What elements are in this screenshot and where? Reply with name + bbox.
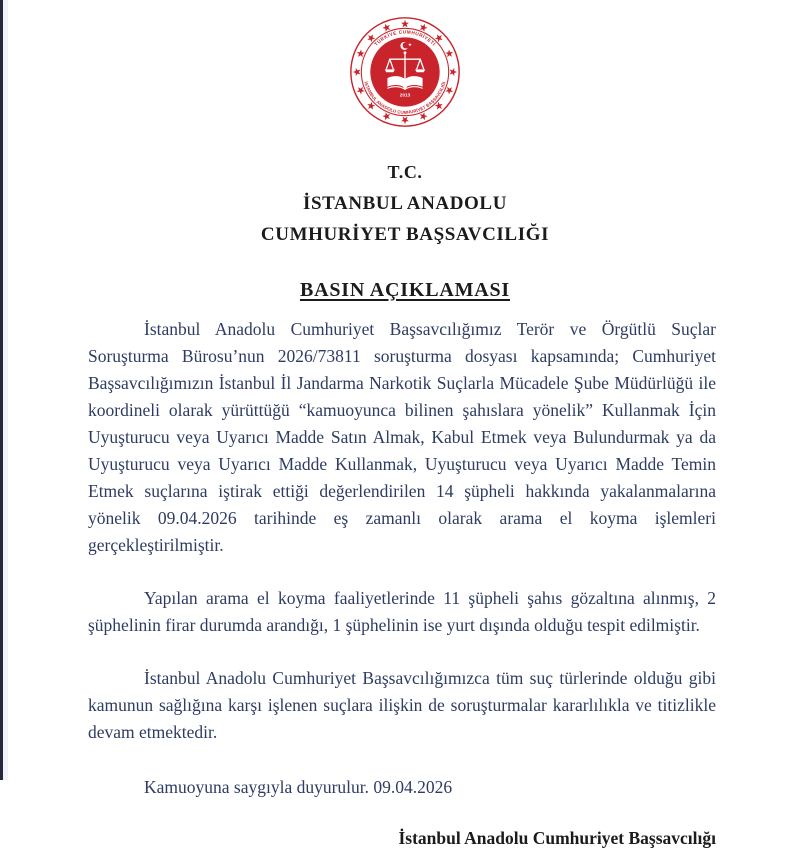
closing-line: Kamuoyuna saygıyla duyurulur. 09.04.2026 bbox=[144, 777, 453, 797]
signature: İstanbul Anadolu Cumhuriyet Başsavcılığı bbox=[398, 828, 716, 848]
emblem-year: 2013 bbox=[399, 93, 411, 99]
press-release-document bbox=[8, 0, 802, 848]
document-title bbox=[8, 279, 802, 302]
paragraph-commitment-statement: İstanbul Anadolu Cumhuriyet Başsavcılığımızca tüm suç türlerinde olduğu gibi kamunun sağlığına karşı işlenen suçlara ilişkin de soruşturmalar kararlılıkla ve titizlikle devam etmektedir. bbox=[88, 668, 716, 742]
emblem-bottom-text: İSTANBUL ANADOLU CUMHURİYET BAŞSAVCILIĞI bbox=[363, 81, 447, 115]
document-title-text: BASIN AÇIKLAMASI bbox=[299, 279, 511, 301]
letterhead bbox=[8, 157, 802, 250]
document-body bbox=[88, 316, 716, 852]
header-institution-line1: İSTANBUL ANADOLU bbox=[302, 193, 508, 214]
emblem-container bbox=[8, 15, 802, 129]
paragraph-operation-details: İstanbul Anadolu Cumhuriyet Başsavcılığımız Terör ve Örgütlü Suçlar Soruşturma Bürosu’nun 2026/73811 soruşturma dosyası kapsamında; Cumhuriyet Başsavcılığımızın İstanbul İl Jandarma Narkotik Suçlarla Mücadele Şube Müdürlüğü ile koordineli olarak yürüttüğü “kamuoyunca bilinen şahıslara yönelik” Kullanmak İçin Uyuşturucu veya Uyarıcı Madde Satın Almak, Kabul Etmek veya Bulundurmak ya da Uyuşturucu veya Uyarıcı Madde Kullanmak, Uyuşturucu veya Uyarıcı Madde Temin Etmek suçlarına iştirak ettiği değerlendirilen 14 şüpheli hakkında yakalanmalarına yönelik 09.04.2026 tarihinde eş zamanlı olarak arama el koyma işlemleri gerçekleştirilmiştir. bbox=[88, 319, 716, 555]
prosecutors-office-emblem-icon bbox=[348, 15, 462, 129]
emblem-top-text: TÜRKİYE CUMHURİYETİ bbox=[374, 30, 436, 48]
paragraph-detention-results: Yapılan arama el koyma faaliyetlerinde 11 şüpheli şahıs gözaltına alınmış, 2 şüphelinin firar durumda arandığı, 1 şüphelinin ise yurt dışında olduğu tespit edilmiştir. bbox=[88, 588, 716, 635]
header-institution-line2: CUMHURİYET BAŞSAVCILIĞI bbox=[260, 224, 550, 245]
header-tc: T.C. bbox=[387, 162, 423, 182]
